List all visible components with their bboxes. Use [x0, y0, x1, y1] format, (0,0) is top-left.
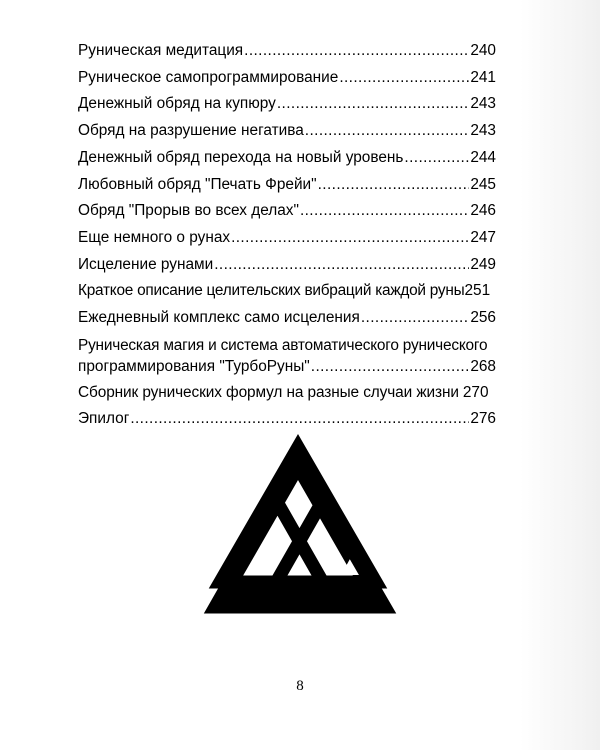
- toc-entry-page: 244: [470, 148, 496, 166]
- page-edge-shadow: [520, 0, 600, 750]
- toc-entry: [78, 118, 496, 145]
- toc-leader-dots: [311, 356, 470, 377]
- toc-entry-title: Денежный обряд на купюру: [78, 95, 276, 113]
- toc-entry-page: 240: [470, 42, 496, 59]
- page-number: 8: [296, 678, 304, 694]
- toc-entry: [78, 91, 496, 118]
- toc-entry-title: Любовный обряд "Печать Фрейи": [78, 175, 317, 193]
- toc-leader-dots: [277, 91, 469, 118]
- toc-leader-dots: [244, 38, 469, 65]
- toc-entry-page: 276: [470, 410, 496, 428]
- toc-entry: [78, 252, 496, 279]
- toc-entry-title: Руническая медитация: [78, 42, 244, 59]
- valknut-triangle-top: [215, 500, 337, 607]
- toc-entry-page: 245: [470, 175, 496, 193]
- toc-entry: [78, 380, 496, 407]
- toc-entry-page: 268: [470, 357, 496, 375]
- toc-entry-page: 251: [464, 282, 491, 300]
- toc-entry-page: 243: [470, 122, 496, 140]
- toc-entry-page: 241: [470, 68, 496, 86]
- toc-entry-title: Ежедневный комплекс само исцеления: [78, 309, 360, 327]
- toc-leader-dots: [130, 406, 469, 433]
- toc-entry-title: Денежный обряд перехода на новый уровень: [78, 148, 404, 166]
- valknut-center-triangle: [220, 447, 376, 582]
- toc-entry: [78, 278, 496, 305]
- toc-entry: [78, 305, 496, 332]
- toc-entry-page: 246: [470, 202, 496, 220]
- toc-entry-title: Еще немного о рунах: [78, 228, 231, 246]
- toc-entry-page: 270: [462, 383, 489, 401]
- toc-entry: [78, 145, 496, 172]
- toc-leader-dots: [318, 172, 470, 199]
- toc-leader-dots: [361, 305, 469, 332]
- toc-entry-title: Краткое описание целительских вибраций каждой руны: [78, 282, 465, 300]
- toc-entry-page: 243: [470, 95, 496, 113]
- toc-entry-page: 256: [470, 309, 496, 327]
- toc-leader-dots: [404, 145, 469, 172]
- toc-entry-title-line1: Руническая магия и система автоматического рунического: [78, 336, 488, 354]
- toc-entry-title: Руническое самопрограммирование: [78, 68, 339, 86]
- toc-entry-title: Обряд "Прорыв во всех делах": [78, 202, 299, 220]
- valknut-triangle-right: [202, 440, 394, 607]
- toc-leader-dots: [300, 198, 469, 225]
- toc-entry: [78, 198, 496, 225]
- toc-entry: [78, 225, 496, 252]
- table-of-contents: [78, 38, 496, 433]
- toc-leader-dots: [214, 252, 469, 279]
- toc-leader-dots: [305, 118, 470, 145]
- toc-entry-title-line2: программирования "ТурбоРуны": [78, 357, 310, 375]
- toc-entry: [78, 172, 496, 199]
- toc-entry-page: 249: [470, 255, 496, 273]
- toc-leader-dots: [231, 225, 469, 252]
- toc-entry: [78, 335, 496, 377]
- toc-leader-dots: [339, 65, 469, 92]
- valknut-triangle-left: [202, 440, 394, 607]
- toc-entry: [78, 406, 496, 433]
- toc-entry: [78, 38, 496, 65]
- toc-entry-title: Сборник рунических формул на разные случаи жизни: [78, 383, 459, 401]
- toc-entry-title: Обряд на разрушение негатива: [78, 122, 304, 140]
- toc-entry-page: 247: [470, 228, 496, 246]
- toc-entry: [78, 65, 496, 92]
- toc-entry-title: Исцеление рунами: [78, 255, 214, 273]
- toc-entry-title: Эпилог: [78, 410, 130, 428]
